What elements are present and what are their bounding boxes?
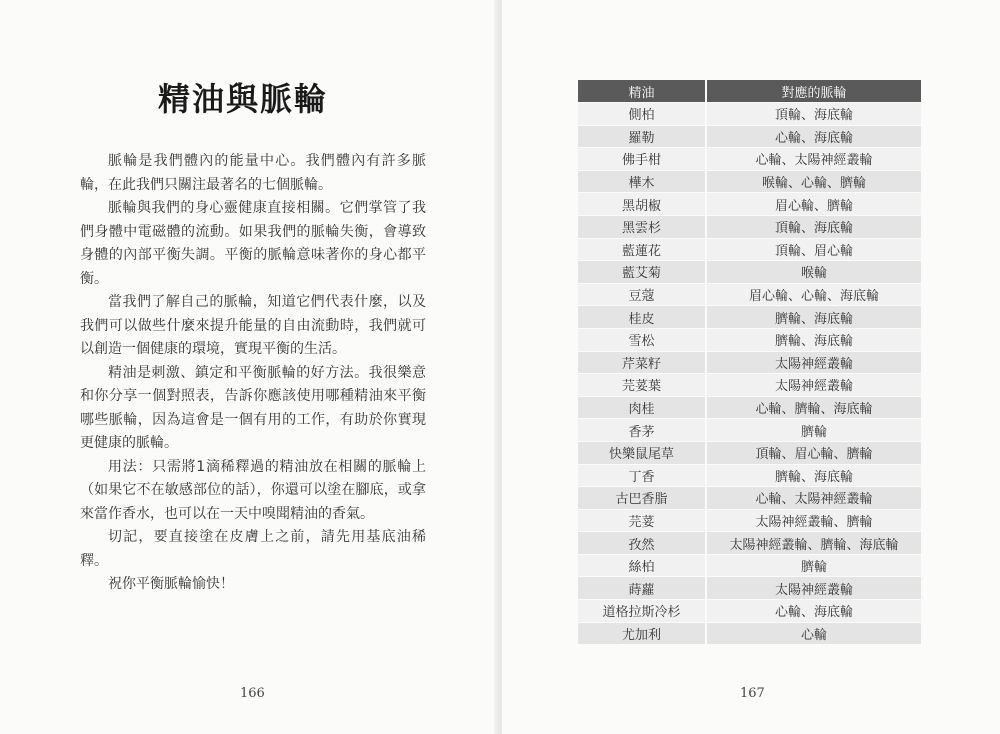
table-row [578,103,921,126]
oil-name-cell: 古巴香脂 [578,487,706,510]
body-text [80,150,426,597]
chakra-cell: 臍輪 [706,419,921,442]
chakra-cell: 眉心輪、心輪、海底輪 [706,283,921,306]
chakra-cell: 臍輪 [706,554,921,577]
table-row [578,509,921,532]
chakra-cell: 太陽神經叢輪 [706,577,921,600]
oil-name-cell: 羅勒 [578,125,706,148]
chakra-cell: 太陽神經叢輪、臍輪 [706,509,921,532]
oil-name-cell: 芹菜籽 [578,351,706,374]
chakra-cell: 頂輪、眉心輪、臍輪 [706,441,921,464]
left-page [0,0,498,734]
oil-name-cell: 黑胡椒 [578,193,706,216]
chakra-cell: 臍輪、海底輪 [706,306,921,329]
chakra-cell: 頂輪、眉心輪 [706,238,921,261]
chakra-cell: 心輪、海底輪 [706,600,921,623]
chakra-cell: 太陽神經叢輪 [706,374,921,397]
table-row [578,351,921,374]
table-row [578,487,921,510]
table-row [578,577,921,600]
chakra-cell: 喉輪、心輪、臍輪 [706,170,921,193]
page-title: 精油與脈輪 [157,80,328,118]
table-row [578,600,921,623]
header-chakra: 對應的脈輪 [706,80,921,103]
table-row [578,441,921,464]
oil-name-cell: 絲柏 [578,554,706,577]
oil-name-cell: 孜然 [578,532,706,555]
table-row [578,170,921,193]
oil-name-cell: 香茅 [578,419,706,442]
oil-name-cell: 芫荽 [578,509,706,532]
oil-name-cell: 丁香 [578,464,706,487]
chakra-cell: 心輪、太陽神經叢輪 [706,148,921,171]
table-row [578,306,921,329]
oil-name-cell: 尤加利 [578,622,706,644]
chakra-cell: 臍輪、海底輪 [706,328,921,351]
chakra-cell: 眉心輪、臍輪 [706,193,921,216]
header-oil: 精油 [578,80,706,103]
chakra-cell: 喉輪 [706,261,921,284]
oil-name-cell: 桂皮 [578,306,706,329]
paragraph: 用法：只需將1滴稀釋過的精油放在相關的脈輪上（如果它不在敏感部位的話），你還可以塗在腳底，或拿來當作香水，也可以在一天中嗅聞精油的香氣。 [80,458,426,522]
oil-name-cell: 黑雲杉 [578,215,706,238]
paragraph: 精油是刺激、鎮定和平衡脈輪的好方法。我很樂意和你分享一個對照表，告訴你應該使用哪種精油來平衡哪些脈輪，因為這會是一個有用的工作，有助於你實現更健康的脈輪。 [80,364,426,451]
paragraph: 脈輪與我們的身心靈健康直接相關。它們掌管了我們身體中電磁體的流動。如果我們的脈輪失衡，會導致身體的內部平衡失調。平衡的脈輪意味著你的身心都平衡。 [80,200,426,287]
paragraph: 脈輪是我們體內的能量中心。我們體內有許多脈輪，在此我們只關注最著名的七個脈輪。 [80,153,426,193]
oil-name-cell: 側柏 [578,103,706,126]
paragraph: 切記，要直接塗在皮膚上之前，請先用基底油稀釋。 [80,529,426,569]
chakra-cell: 心輪、海底輪 [706,125,921,148]
page-number-left: 166 [240,686,265,701]
oil-name-cell: 藍艾菊 [578,261,706,284]
oil-chakra-table [578,80,921,644]
table-header-row [578,80,921,103]
paragraph: 祝你平衡脈輪愉快！ [108,576,234,592]
oil-name-cell: 道格拉斯冷杉 [578,600,706,623]
table-row [578,396,921,419]
oil-name-cell: 豆蔻 [578,283,706,306]
table-row [578,464,921,487]
oil-name-cell: 樺木 [578,170,706,193]
table-row [578,215,921,238]
chakra-cell: 太陽神經叢輪、臍輪、海底輪 [706,532,921,555]
table-row [578,554,921,577]
table-row [578,125,921,148]
chakra-cell: 頂輪、海底輪 [706,103,921,126]
table-row [578,148,921,171]
chakra-cell: 臍輪、海底輪 [706,464,921,487]
oil-name-cell: 藍蓮花 [578,238,706,261]
table-row [578,238,921,261]
table-row [578,261,921,284]
table-row [578,374,921,397]
oil-name-cell: 蒔蘿 [578,577,706,600]
chakra-cell: 頂輪、海底輪 [706,215,921,238]
table-row [578,283,921,306]
table-row [578,419,921,442]
chakra-cell: 心輪 [706,622,921,644]
oil-name-cell: 快樂鼠尾草 [578,441,706,464]
oil-name-cell: 雪松 [578,328,706,351]
page-number-right: 167 [740,686,765,701]
table-row [578,532,921,555]
table-body [578,103,921,645]
paragraph: 當我們了解自己的脈輪，知道它們代表什麼，以及我們可以做些什麼來提升能量的自由流動時，我們就可以創造一個健康的環境，實現平衡的生活。 [80,294,426,357]
table-row [578,622,921,644]
oil-name-cell: 肉桂 [578,396,706,419]
oil-name-cell: 芫荽葉 [578,374,706,397]
table-row [578,328,921,351]
table-row [578,193,921,216]
chakra-cell: 太陽神經叢輪 [706,351,921,374]
chakra-cell: 心輪、臍輪、海底輪 [706,396,921,419]
chakra-cell: 心輪、太陽神經叢輪 [706,487,921,510]
oil-name-cell: 佛手柑 [578,148,706,171]
